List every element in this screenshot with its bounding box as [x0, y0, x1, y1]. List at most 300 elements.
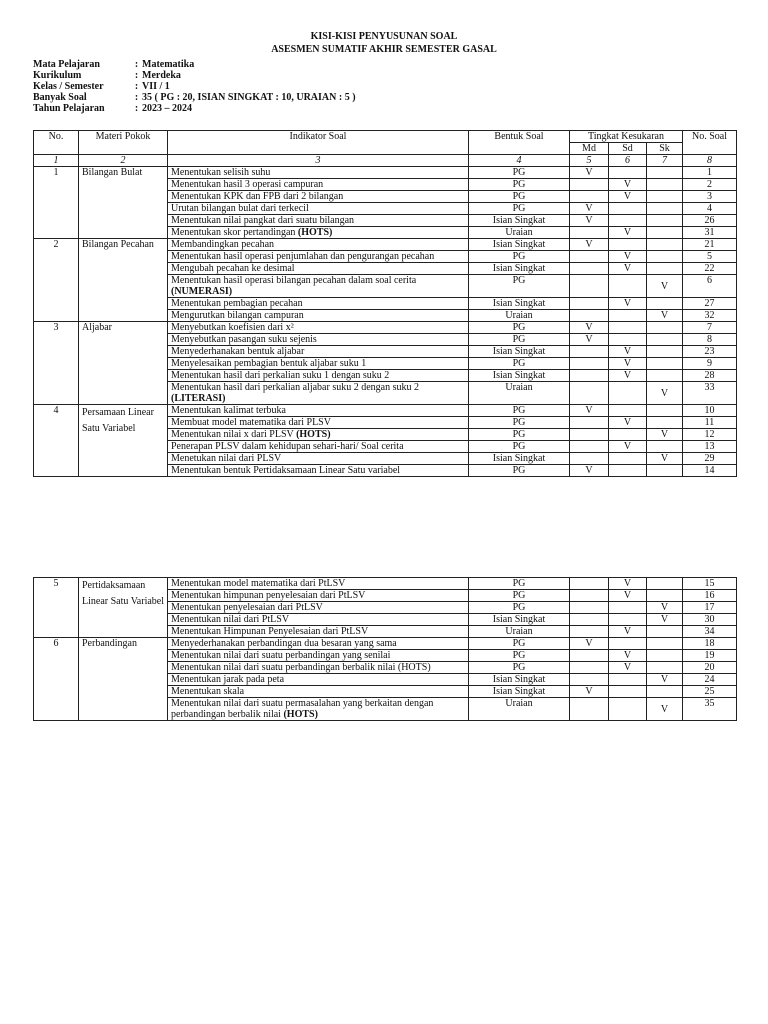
nomor-soal: 11 — [683, 417, 737, 429]
bentuk-soal: PG — [469, 465, 570, 477]
meta-value: 2023 – 2024 — [142, 103, 192, 114]
difficulty-md — [570, 370, 609, 382]
indicator-text: Menyebutkan koefisien dari x² — [171, 322, 294, 333]
difficulty-sk: V — [647, 453, 683, 465]
indicator-cell — [168, 322, 469, 334]
nomor-soal: 18 — [683, 638, 737, 650]
indicator-text: Menentukan hasil dari perkalian aljabar suku 2 dengan suku 2 — [171, 382, 419, 393]
meta-label: Kelas / Semester — [33, 81, 104, 92]
indicator-text: Membuat model matematika dari PLSV — [171, 417, 331, 428]
difficulty-md — [570, 227, 609, 239]
indicator-text: Menentukan selisih suhu — [171, 167, 271, 178]
table-row — [34, 405, 737, 417]
difficulty-sk — [647, 263, 683, 275]
indicator-text: Urutan bilangan bulat dari terkecil — [171, 203, 309, 214]
bentuk-soal: PG — [469, 602, 570, 614]
meta-value: Matematika — [142, 59, 195, 70]
meta-label: Mata Pelajaran — [33, 59, 100, 70]
difficulty-md — [570, 614, 609, 626]
column-index: 1 — [34, 155, 79, 167]
difficulty-sk — [647, 417, 683, 429]
indicator-tag: (NUMERASI) — [171, 286, 233, 297]
bentuk-soal: PG — [469, 358, 570, 370]
difficulty-sk — [647, 465, 683, 477]
nomor-soal: 19 — [683, 650, 737, 662]
difficulty-md — [570, 698, 609, 721]
header-nosoal: No. Soal — [683, 131, 737, 155]
difficulty-sk — [647, 179, 683, 191]
nomor-soal: 21 — [683, 239, 737, 251]
nomor-soal: 8 — [683, 334, 737, 346]
difficulty-md — [570, 578, 609, 590]
document-subtitle: ASESMEN SUMATIF AKHIR SEMESTER GASAL — [271, 44, 497, 55]
nomor-soal: 17 — [683, 602, 737, 614]
nomor-soal: 16 — [683, 590, 737, 602]
meta-label: Kurikulum — [33, 70, 82, 81]
column-index: 3 — [168, 155, 469, 167]
bentuk-soal: Uraian — [469, 310, 570, 322]
bentuk-soal: PG — [469, 179, 570, 191]
indicator-cell — [168, 275, 469, 298]
difficulty-md: V — [570, 167, 609, 179]
materi-number: 1 — [34, 167, 79, 239]
bentuk-soal: PG — [469, 322, 570, 334]
bentuk-soal: Isian Singkat — [469, 215, 570, 227]
difficulty-sd — [609, 698, 647, 721]
indicator-cell — [168, 602, 469, 614]
nomor-soal: 3 — [683, 191, 737, 203]
difficulty-md: V — [570, 334, 609, 346]
indicator-text: Penerapan PLSV dalam kehidupan sehari-hari/ Soal cerita — [171, 441, 404, 452]
nomor-soal: 1 — [683, 167, 737, 179]
difficulty-md — [570, 346, 609, 358]
bentuk-soal: Uraian — [469, 698, 570, 721]
column-index: 2 — [79, 155, 168, 167]
difficulty-sk: V — [647, 429, 683, 441]
difficulty-sk — [647, 686, 683, 698]
bentuk-soal: PG — [469, 650, 570, 662]
indicator-cell — [168, 626, 469, 638]
difficulty-sd — [609, 614, 647, 626]
difficulty-sd — [609, 215, 647, 227]
difficulty-md — [570, 310, 609, 322]
column-index: 6 — [609, 155, 647, 167]
difficulty-sk: V — [647, 614, 683, 626]
indicator-cell — [168, 334, 469, 346]
difficulty-sd: V — [609, 179, 647, 191]
difficulty-md: V — [570, 686, 609, 698]
column-index: 8 — [683, 155, 737, 167]
bentuk-soal: Isian Singkat — [469, 686, 570, 698]
column-index: 7 — [647, 155, 683, 167]
bentuk-soal: PG — [469, 203, 570, 215]
materi-pokok: Aljabar — [79, 322, 168, 405]
meta-value: Merdeka — [142, 70, 181, 81]
indicator-text: Menyederhanakan perbandingan dua besaran yang sama — [171, 638, 397, 649]
indicator-text: Menentukan nilai dari suatu permasalahan yang berkaitan dengan — [171, 698, 434, 709]
nomor-soal: 20 — [683, 662, 737, 674]
difficulty-sd: V — [609, 590, 647, 602]
difficulty-sk — [647, 626, 683, 638]
difficulty-md — [570, 650, 609, 662]
nomor-soal: 13 — [683, 441, 737, 453]
bentuk-soal: PG — [469, 191, 570, 203]
bentuk-soal: Isian Singkat — [469, 239, 570, 251]
difficulty-sk: V — [647, 602, 683, 614]
header-sk: Sk — [647, 143, 683, 155]
kisi-kisi-table-page1 — [33, 130, 737, 477]
indicator-text: Menyebutkan pasangan suku sejenis — [171, 334, 317, 345]
indicator-cell — [168, 251, 469, 263]
difficulty-sk — [647, 215, 683, 227]
difficulty-sk — [647, 370, 683, 382]
indicator-cell — [168, 263, 469, 275]
materi-pokok: Persamaan Linear Satu Variabel — [79, 405, 168, 477]
indicator-cell — [168, 239, 469, 251]
header-indikator: Indikator Soal — [168, 131, 469, 155]
nomor-soal: 25 — [683, 686, 737, 698]
difficulty-md — [570, 275, 609, 298]
indicator-tag: (HOTS) — [283, 709, 318, 720]
bentuk-soal: PG — [469, 638, 570, 650]
difficulty-sk — [647, 578, 683, 590]
nomor-soal: 9 — [683, 358, 737, 370]
difficulty-sk — [647, 334, 683, 346]
difficulty-sk — [647, 239, 683, 251]
difficulty-sd — [609, 167, 647, 179]
indicator-text: Menentukan himpunan penyelesaian dari PtLSV — [171, 590, 366, 601]
indicator-cell — [168, 417, 469, 429]
difficulty-md — [570, 662, 609, 674]
bentuk-soal: Uraian — [469, 382, 570, 405]
difficulty-sd — [609, 275, 647, 298]
bentuk-soal: Isian Singkat — [469, 263, 570, 275]
indicator-cell — [168, 590, 469, 602]
difficulty-md: V — [570, 239, 609, 251]
bentuk-soal: PG — [469, 429, 570, 441]
nomor-soal: 23 — [683, 346, 737, 358]
indicator-text: Menentukan jarak pada peta — [171, 674, 285, 685]
bentuk-soal: Isian Singkat — [469, 346, 570, 358]
difficulty-md — [570, 191, 609, 203]
nomor-soal: 33 — [683, 382, 737, 405]
difficulty-sd — [609, 686, 647, 698]
difficulty-sd: V — [609, 650, 647, 662]
difficulty-sk — [647, 227, 683, 239]
indicator-text: Menentukan nilai pangkat dari suatu bilangan — [171, 215, 355, 226]
difficulty-sk: V — [647, 310, 683, 322]
difficulty-md: V — [570, 638, 609, 650]
difficulty-md — [570, 453, 609, 465]
difficulty-sd: V — [609, 578, 647, 590]
indicator-cell — [168, 382, 469, 405]
difficulty-sd — [609, 203, 647, 215]
difficulty-sd: V — [609, 441, 647, 453]
difficulty-sd — [609, 310, 647, 322]
indicator-cell — [168, 179, 469, 191]
table-row — [34, 239, 737, 251]
difficulty-md — [570, 417, 609, 429]
header-md: Md — [570, 143, 609, 155]
nomor-soal: 22 — [683, 263, 737, 275]
difficulty-sk — [647, 322, 683, 334]
nomor-soal: 24 — [683, 674, 737, 686]
indicator-tag: (LITERASI) — [171, 393, 226, 404]
difficulty-sk: V — [647, 698, 683, 721]
difficulty-sk — [647, 346, 683, 358]
meta-label: Tahun Pelajaran — [33, 103, 105, 114]
indicator-text: Menentukan nilai dari suatu perbandingan yang senilai — [171, 650, 391, 661]
difficulty-sd — [609, 334, 647, 346]
indicator-cell — [168, 310, 469, 322]
difficulty-md — [570, 674, 609, 686]
bentuk-soal: PG — [469, 441, 570, 453]
indicator-text: Menyelesaikan pembagian bentuk aljabar suku 1 — [171, 358, 367, 369]
table-row — [34, 167, 737, 179]
header-no: No. — [34, 131, 79, 155]
header-sd: Sd — [609, 143, 647, 155]
indicator-text: Menentukan hasil dari perkalian suku 1 dengan suku 2 — [171, 370, 390, 381]
bentuk-soal: PG — [469, 251, 570, 263]
header-bentuk: Bentuk Soal — [469, 131, 570, 155]
indicator-text: Menentukan hasil operasi bilangan pecahan dalam soal cerita — [171, 275, 417, 286]
indicator-cell — [168, 167, 469, 179]
materi-number: 3 — [34, 322, 79, 405]
difficulty-sd — [609, 382, 647, 405]
bentuk-soal: PG — [469, 417, 570, 429]
difficulty-sd: V — [609, 662, 647, 674]
meta-row: Mata Pelajaran : Matematika — [33, 59, 195, 70]
bentuk-soal: Uraian — [469, 227, 570, 239]
nomor-soal: 31 — [683, 227, 737, 239]
indicator-cell — [168, 453, 469, 465]
indicator-cell — [168, 465, 469, 477]
bentuk-soal: PG — [469, 275, 570, 298]
meta-row: Banyak Soal : 35 ( PG : 20, ISIAN SINGKAT : 10, URAIAN : 5 ) — [33, 92, 356, 103]
indicator-cell — [168, 298, 469, 310]
nomor-soal: 7 — [683, 322, 737, 334]
difficulty-md: V — [570, 465, 609, 477]
bentuk-soal: PG — [469, 334, 570, 346]
nomor-soal: 4 — [683, 203, 737, 215]
difficulty-sd — [609, 674, 647, 686]
difficulty-md — [570, 251, 609, 263]
nomor-soal: 26 — [683, 215, 737, 227]
difficulty-md — [570, 263, 609, 275]
indicator-text: Menentukan nilai x dari PLSV — [171, 429, 294, 440]
column-index: 4 — [469, 155, 570, 167]
bentuk-soal: Isian Singkat — [469, 370, 570, 382]
indicator-cell — [168, 662, 469, 674]
difficulty-md — [570, 590, 609, 602]
materi-number: 6 — [34, 638, 79, 721]
difficulty-sk — [647, 650, 683, 662]
difficulty-sd: V — [609, 358, 647, 370]
indicator-text: Menentukan skor pertandingan — [171, 227, 296, 238]
difficulty-sk: V — [647, 674, 683, 686]
indicator-text: Menetukan nilai dari PLSV — [171, 453, 282, 464]
nomor-soal: 15 — [683, 578, 737, 590]
materi-number: 4 — [34, 405, 79, 477]
indicator-cell — [168, 686, 469, 698]
indicator-cell — [168, 441, 469, 453]
indicator-cell — [168, 358, 469, 370]
bentuk-soal: Isian Singkat — [469, 674, 570, 686]
indicator-cell — [168, 215, 469, 227]
materi-pokok: Perbandingan — [79, 638, 168, 721]
difficulty-sd: V — [609, 227, 647, 239]
difficulty-md — [570, 602, 609, 614]
materi-pokok: Bilangan Bulat — [79, 167, 168, 239]
difficulty-md — [570, 298, 609, 310]
indicator-cell — [168, 346, 469, 358]
difficulty-sk — [647, 590, 683, 602]
difficulty-sd — [609, 465, 647, 477]
indicator-tag: (HOTS) — [296, 429, 331, 440]
document-title: KISI-KISI PENYUSUNAN SOAL — [310, 31, 458, 42]
header-materi: Materi Pokok — [79, 131, 168, 155]
indicator-text: Menentukan model matematika dari PtLSV — [171, 578, 346, 589]
indicator-cell — [168, 227, 469, 239]
difficulty-sd — [609, 322, 647, 334]
nomor-soal: 10 — [683, 405, 737, 417]
nomor-soal: 12 — [683, 429, 737, 441]
nomor-soal: 32 — [683, 310, 737, 322]
indicator-text: Menentukan nilai dari PtLSV — [171, 614, 290, 625]
difficulty-sk — [647, 251, 683, 263]
bentuk-soal: Isian Singkat — [469, 298, 570, 310]
difficulty-sd — [609, 638, 647, 650]
materi-number: 2 — [34, 239, 79, 322]
materi-pokok: Pertidaksamaan Linear Satu Variabel — [79, 578, 168, 638]
bentuk-soal: PG — [469, 405, 570, 417]
indicator-text: Menentukan bentuk Pertidaksamaan Linear Satu variabel — [171, 465, 401, 476]
indicator-tag: (HOTS) — [297, 227, 333, 238]
nomor-soal: 14 — [683, 465, 737, 477]
indicator-cell — [168, 429, 469, 441]
difficulty-sk — [647, 203, 683, 215]
difficulty-md: V — [570, 215, 609, 227]
column-index: 5 — [570, 155, 609, 167]
indicator-text: Menentukan pembagian pecahan — [171, 298, 303, 309]
difficulty-md — [570, 358, 609, 370]
nomor-soal: 30 — [683, 614, 737, 626]
indicator-text: Membandingkan pecahan — [171, 239, 275, 250]
indicator-text: Menentukan hasil operasi penjumlahan dan pengurangan pecahan — [171, 251, 435, 262]
indicator-text: Menentukan kalimat terbuka — [171, 405, 286, 416]
difficulty-sd: V — [609, 346, 647, 358]
table-row — [34, 638, 737, 650]
difficulty-md: V — [570, 203, 609, 215]
difficulty-sk — [647, 191, 683, 203]
meta-value: VII / 1 — [142, 81, 170, 92]
difficulty-md — [570, 441, 609, 453]
meta-info — [33, 59, 356, 114]
difficulty-sk: V — [647, 382, 683, 405]
difficulty-sd — [609, 405, 647, 417]
materi-pokok: Bilangan Pecahan — [79, 239, 168, 322]
difficulty-md — [570, 179, 609, 191]
difficulty-sd — [609, 239, 647, 251]
difficulty-sk — [647, 358, 683, 370]
indicator-cell — [168, 191, 469, 203]
indicator-cell — [168, 650, 469, 662]
indicator-cell — [168, 578, 469, 590]
bentuk-soal: PG — [469, 167, 570, 179]
materi-number: 5 — [34, 578, 79, 638]
difficulty-sd — [609, 429, 647, 441]
indicator-text: Menyederhanakan bentuk aljabar — [171, 346, 305, 357]
difficulty-sk — [647, 405, 683, 417]
nomor-soal: 34 — [683, 626, 737, 638]
nomor-soal: 27 — [683, 298, 737, 310]
difficulty-md — [570, 626, 609, 638]
difficulty-sd: V — [609, 626, 647, 638]
indicator-text: Menentukan penyelesaian dari PtLSV — [171, 602, 323, 613]
bentuk-soal: Isian Singkat — [469, 614, 570, 626]
difficulty-sk — [647, 298, 683, 310]
difficulty-sk — [647, 662, 683, 674]
meta-label: Banyak Soal — [33, 92, 87, 103]
bentuk-soal: Isian Singkat — [469, 453, 570, 465]
indicator-text: Mengurutkan bilangan campuran — [171, 310, 304, 321]
indicator-text: Menentukan KPK dan FPB dari 2 bilangan — [171, 191, 344, 202]
difficulty-sk: V — [647, 275, 683, 298]
difficulty-md — [570, 382, 609, 405]
meta-row: Kelas / Semester : VII / 1 — [33, 81, 170, 92]
difficulty-sd — [609, 453, 647, 465]
bentuk-soal: Uraian — [469, 626, 570, 638]
nomor-soal: 2 — [683, 179, 737, 191]
difficulty-sd: V — [609, 263, 647, 275]
difficulty-md: V — [570, 322, 609, 334]
difficulty-sd: V — [609, 191, 647, 203]
kisi-kisi-table-page2 — [33, 577, 737, 721]
indicator-cell — [168, 674, 469, 686]
indicator-text: Menentukan hasil 3 operasi campuran — [171, 179, 324, 190]
difficulty-sd: V — [609, 298, 647, 310]
indicator-cell — [168, 203, 469, 215]
meta-value: 35 ( PG : 20, ISIAN SINGKAT : 10, URAIAN : 5 ) — [142, 92, 356, 103]
indicator-cell — [168, 614, 469, 626]
indicator-cell — [168, 405, 469, 417]
column-index-row — [34, 155, 737, 167]
nomor-soal: 28 — [683, 370, 737, 382]
difficulty-sk — [647, 441, 683, 453]
difficulty-sd: V — [609, 417, 647, 429]
table-row — [34, 322, 737, 334]
bentuk-soal: PG — [469, 578, 570, 590]
difficulty-md: V — [570, 405, 609, 417]
difficulty-sd: V — [609, 370, 647, 382]
meta-row: Tahun Pelajaran : 2023 – 2024 — [33, 103, 192, 114]
indicator-cell — [168, 638, 469, 650]
indicator-text: Mengubah pecahan ke desimal — [171, 263, 295, 274]
bentuk-soal: PG — [469, 590, 570, 602]
difficulty-md — [570, 429, 609, 441]
nomor-soal: 6 — [683, 275, 737, 298]
difficulty-sk — [647, 638, 683, 650]
indicator-cell — [168, 370, 469, 382]
header-tingkat: Tingkat Kesukaran — [570, 131, 683, 143]
table-row — [34, 578, 737, 590]
indicator-cell — [168, 698, 469, 721]
indicator-text: Menentukan skala — [171, 686, 245, 697]
difficulty-sd: V — [609, 251, 647, 263]
indicator-text: Menentukan nilai dari suatu perbandingan berbalik nilai (HOTS) — [171, 662, 431, 673]
nomor-soal: 35 — [683, 698, 737, 721]
difficulty-sk — [647, 167, 683, 179]
